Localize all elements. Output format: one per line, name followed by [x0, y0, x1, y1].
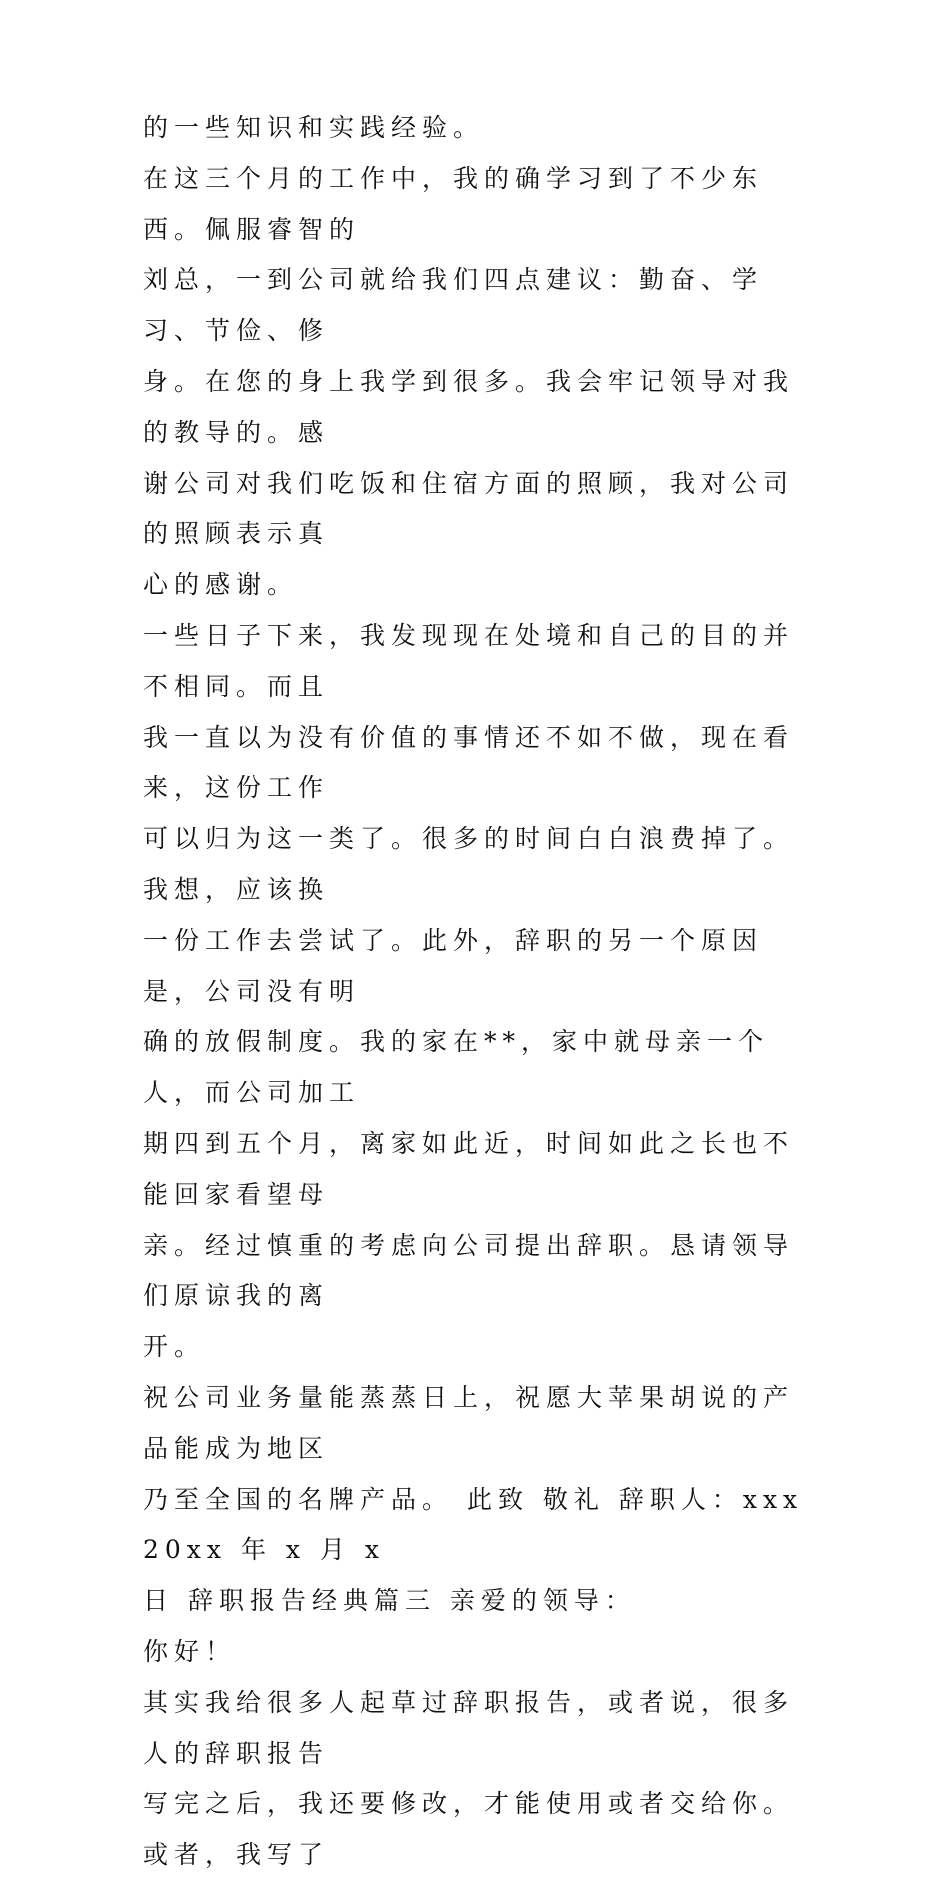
text-line: 亲。经过慎重的考虑向公司提出辞职。恳请领导们原谅我的离 [143, 1230, 795, 1311]
text-line: 你好！ [143, 1636, 237, 1666]
text-line: 可以归为这一类了。很多的时间白白浪费掉了。我想，应该换 [143, 824, 795, 904]
text-line: 在这三个月的工作中，我的确学习到了不少东西。佩服睿智的 [143, 163, 764, 244]
text-line: 确的放假制度。我的家在**，家中就母亲一个人，而公司加工 [143, 1027, 770, 1108]
text-line: 谢公司对我们吃饭和住宿方面的照顾，我对公司的照顾表示真 [143, 468, 795, 549]
text-line: 心的感谢。 [143, 570, 299, 600]
text-line: 一些日子下来，我发现现在处境和自己的目的并不相同。而且 [143, 620, 795, 701]
text-line: 身。在您的身上我学到很多。我会牢记领导对我的教导的。感 [143, 366, 795, 447]
text-line: 日 辞职报告经典篇三 亲爱的领导： [143, 1586, 636, 1616]
text-line: 祝公司业务量能蒸蒸日上，祝愿大苹果胡说的产品能成为地区 [143, 1382, 795, 1463]
text-line: 刘总，一到公司就给我们四点建议：勤奋、学习、节俭、修 [143, 265, 764, 346]
text-line: 一份工作去尝试了。此外，辞职的另一个原因是，公司没有明 [143, 925, 764, 1006]
text-line: 写完之后，我还要修改，才能使用或者交给你。或者，我写了 [143, 1789, 795, 1870]
text-line: 乃至全国的名牌产品。 此致 敬礼 辞职人：xxx 20xx 年 x 月 x [143, 1484, 804, 1565]
document-page [143, 103, 823, 1881]
text-line: 开。 [143, 1332, 206, 1362]
text-line: 其实我给很多人起草过辞职报告，或者说，很多人的辞职报告 [143, 1687, 795, 1768]
text-line: 的一些知识和实践经验。 [143, 113, 485, 142]
text-line: 我一直以为没有价值的事情还不如不做，现在看来，这份工作 [143, 722, 795, 803]
text-line: 期四到五个月，离家如此近，时间如此之长也不能回家看望母 [143, 1128, 795, 1209]
